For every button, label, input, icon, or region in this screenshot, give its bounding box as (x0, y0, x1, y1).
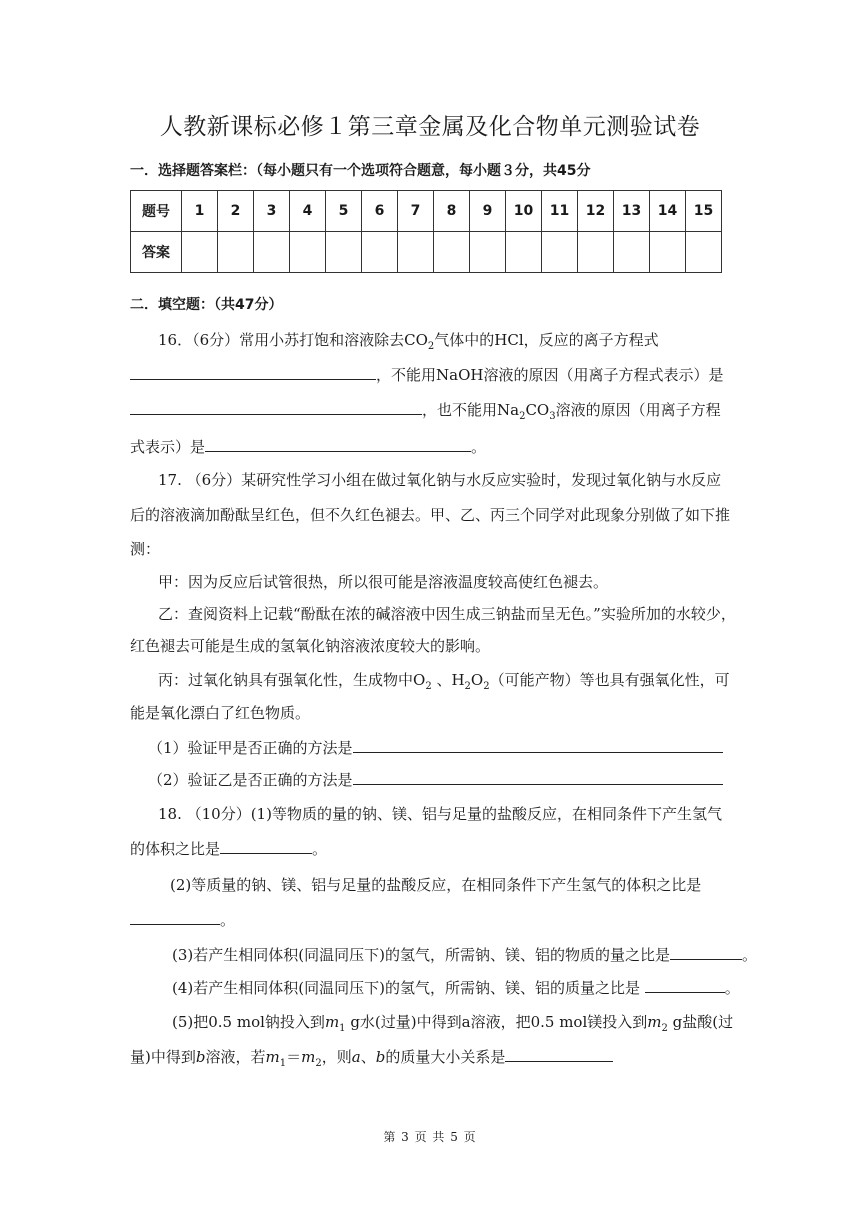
answer-cell[interactable] (362, 232, 398, 273)
answer-cell[interactable] (470, 232, 506, 273)
answer-cell[interactable] (398, 232, 434, 273)
question-number: 3 (254, 191, 290, 232)
answer-cell[interactable] (686, 232, 722, 273)
answer-cell[interactable] (506, 232, 542, 273)
q17-yi-line-1: 乙：查阅资料上记载“酚酞在浓的碱溶液中因生成三钠盐而呈无色。”实验所加的水较少， (158, 605, 736, 623)
answer-cell[interactable] (542, 232, 578, 273)
answer-cell[interactable] (650, 232, 686, 273)
question-number: 9 (470, 191, 506, 232)
question-number: 8 (434, 191, 470, 232)
q17-jia: 甲：因为反应后试管很热，所以很可能是溶液温度较高使红色褪去。 (158, 573, 609, 591)
question-number: 5 (326, 191, 362, 232)
page-footer: 第 3 页 共 5 页 (383, 1130, 477, 1144)
q17-yi-line-2: 红色褪去可能是生成的氢氧化钠溶液浓度较大的影响。 (130, 637, 491, 655)
answer-blank[interactable] (353, 737, 723, 753)
q17-line-1: 17. （6分）某研究性学习小组在做过氧化钠与水反应实验时，发现过氧化钠与水反应 (158, 471, 722, 489)
question-number: 11 (542, 191, 578, 232)
answer-cell[interactable] (218, 232, 254, 273)
question-number: 2 (218, 191, 254, 232)
q17-line-2: 后的溶液滴加酚酞呈红色，但不久红色褪去。甲、乙、丙三个同学对此现象分别做了如下推 (130, 506, 731, 524)
q18-part-5-line-2: 量)中得到b溶液，若$m_1=m_2$，则a、b的质量大小关系是 (130, 1046, 613, 1067)
answer-cell[interactable] (290, 232, 326, 273)
table-row-answers (131, 232, 722, 273)
question-number: 7 (398, 191, 434, 232)
answers-header: 答案 (131, 232, 182, 273)
table-row-numbers (131, 191, 722, 232)
answer-blank[interactable] (130, 909, 220, 925)
answer-blank[interactable] (505, 1046, 613, 1062)
q18-part-5-line-1: (5)把0.5 mol钠投入到$m_1$ g水(过量)中得到a溶液，把0.5 mol镁投入到$m_2$ g盐酸(过 (172, 1013, 734, 1034)
answer-cell[interactable] (614, 232, 650, 273)
q16-line-3: ，也不能用$Na_2CO_3$溶液的原因（用离子方程 (130, 399, 721, 420)
q18-part-4: (4)若产生相同体积(同温同压下)的氢气，所需钠、镁、铝的质量之比是 。 (172, 979, 740, 997)
q17-bing-line-2: 能是氧化漂白了红色物质。 (130, 704, 311, 722)
q17-sub-2: （2）验证乙是否正确的方法是 (148, 769, 723, 790)
numbers-header: 题号 (131, 191, 182, 232)
answer-cell[interactable] (434, 232, 470, 273)
answer-blank[interactable] (130, 364, 376, 380)
q17-sub-1: （1）验证甲是否正确的方法是 (148, 737, 723, 758)
q17-line-3: 测： (130, 540, 161, 558)
question-number: 6 (362, 191, 398, 232)
q18-part-3: (3)若产生相同体积(同温同压下)的氢气，所需钠、镁、铝的物质的量之比是 。 (172, 946, 757, 964)
answer-cell[interactable] (578, 232, 614, 273)
q18-line-1: 18. （10分）(1)等物质的量的钠、镁、铝与足量的盐酸反应，在相同条件下产生氢气 (158, 805, 722, 823)
answer-blank[interactable] (353, 769, 723, 785)
answer-blank[interactable] (130, 399, 422, 415)
answer-cell[interactable] (182, 232, 218, 273)
q16-line-2: ，不能用NaOH溶液的原因（用离子方程式表示）是 (130, 364, 723, 385)
answer-cell[interactable] (254, 232, 290, 273)
answer-cell[interactable] (326, 232, 362, 273)
question-number: 10 (506, 191, 542, 232)
section1-heading: 一．选择题答案栏：（每小题只有一个选项符合题意，每小题３分，共45分 (130, 163, 591, 179)
answer-blank[interactable] (645, 977, 725, 993)
q18-line-2: 的体积之比是 。 (130, 840, 328, 858)
answer-blank[interactable] (205, 436, 471, 452)
question-number: 13 (614, 191, 650, 232)
question-number: 15 (686, 191, 722, 232)
question-number: 12 (578, 191, 614, 232)
section2-heading: 二．填空题：（共47分） (130, 297, 283, 313)
answer-blank[interactable] (220, 838, 312, 854)
question-number: 14 (650, 191, 686, 232)
q17-bing-line-1: 丙：过氧化钠具有强氧化性，生成物中$O_2$ 、$H_2O_2$（可能产物）等也具有强氧化性，可 (158, 671, 730, 692)
answer-table (130, 190, 722, 273)
q18-part-2: (2)等质量的钠、镁、铝与足量的盐酸反应，在相同条件下产生氢气的体积之比是 (170, 876, 702, 894)
answer-blank[interactable] (670, 944, 742, 960)
q18-part-2-blank-line: 。 (130, 909, 235, 930)
page-title: 人教新课标必修１第三章金属及化合物单元测验试卷 (159, 114, 701, 140)
question-number: 1 (182, 191, 218, 232)
question-number: 4 (290, 191, 326, 232)
q16-line-1: 16．（6分）常用小苏打饱和溶液除去$CO_2$气体中的HCl，反应的离子方程式 (158, 331, 659, 352)
q16-line-4: 式表示）是 。 (130, 438, 487, 456)
